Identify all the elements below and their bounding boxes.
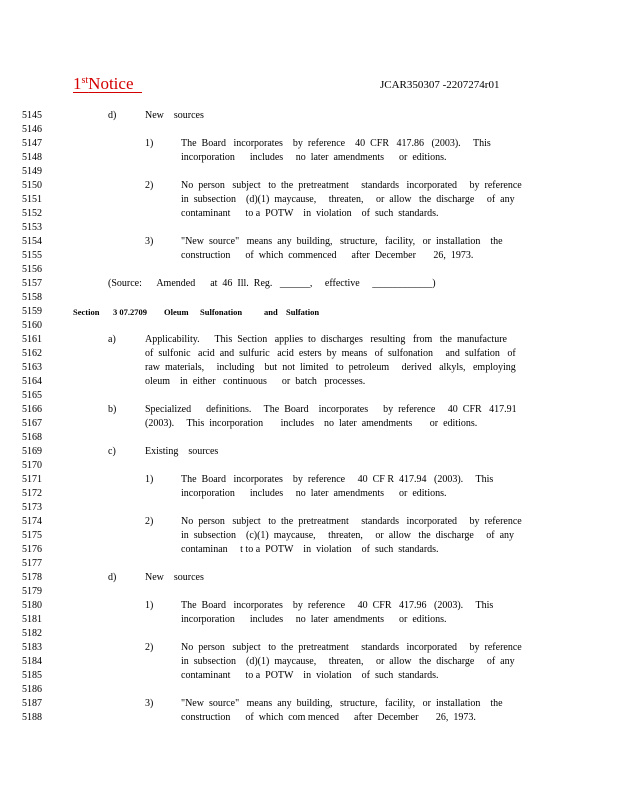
document-line [0,697,618,711]
line-number: 5186 [22,684,42,695]
line-text: a) [108,334,116,345]
line-text: in subsection (d)(1) maycause, threaten, or allow the discharge of any [181,656,515,667]
line-text: 3) [145,698,154,709]
line-number: 5169 [22,446,42,457]
document-line [0,305,618,319]
line-text: b) [108,404,117,415]
document-line [0,515,618,529]
line-text: 1) [145,474,154,485]
document-line [0,529,618,543]
line-text: No person subject to the pretreatment standards incorporated by reference [181,180,522,191]
document-line [0,711,618,725]
line-number: 5185 [22,670,42,681]
document-line [0,347,618,361]
line-number: 5167 [22,418,42,429]
line-number: 5188 [22,712,42,723]
document-line [0,389,618,403]
line-number: 5174 [22,516,42,527]
document-line [0,487,618,501]
document-line [0,445,618,459]
line-text: c) [108,446,116,457]
line-number: 5145 [22,110,42,121]
line-number: 5154 [22,236,42,247]
line-text: construction of which com menced after December 26, 1973. [181,712,476,723]
document-line [0,319,618,333]
document-line [0,557,618,571]
line-number: 5150 [22,180,42,191]
line-text: 3) [145,236,154,247]
document-line [0,403,618,417]
line-text: "New source" means any building, structure, facility, or installation the [181,236,503,247]
document-line [0,599,618,613]
line-text: in subsection (d)(1) maycause, threaten, or allow the discharge of any [181,194,515,205]
line-number: 5183 [22,642,42,653]
line-number: 5179 [22,586,42,597]
line-text: of sulfonic acid and sulfuric acid esters by means of sulfonation and sulfation of [145,348,516,359]
notice-ordinal-suffix: st [81,75,89,86]
line-number: 5157 [22,278,42,289]
line-number: 5165 [22,390,42,401]
document-id: JCAR350307 -2207274r01 [380,79,500,91]
line-text: "New source" means any building, structure, facility, or installation the [181,698,503,709]
line-text: 2) [145,180,154,191]
line-text: The Board incorporates by reference 40 CFR 417.96 (2003). This [181,600,494,611]
document-line [0,235,618,249]
document-line [0,375,618,389]
line-text: contaminant to a POTW in violation of such standards. [181,208,439,219]
line-number: 5175 [22,530,42,541]
document-line [0,333,618,347]
document-line [0,277,618,291]
document-line [0,249,618,263]
document-line [0,669,618,683]
line-text: Applicability. This Section applies to discharges resulting from the manufacture [145,334,507,345]
line-text: d) [108,110,117,121]
document-line [0,613,618,627]
line-number: 5148 [22,152,42,163]
document-line [0,473,618,487]
section-heading-text: Sulfonation [200,307,243,317]
line-text: incorporation includes no later amendments or editions. [181,614,447,625]
document-line [0,291,618,305]
section-heading-text: Section [73,307,100,317]
line-number: 5180 [22,600,42,611]
line-number: 5163 [22,362,42,373]
line-number: 5153 [22,222,42,233]
line-text: contaminan t to a POTW in violation of such standards. [181,544,439,555]
document-line [0,683,618,697]
section-heading-text: and [264,307,278,317]
line-text: incorporation includes no later amendments or editions. [181,152,447,163]
document-line [0,417,618,431]
line-text: No person subject to the pretreatment standards incorporated by reference [181,642,522,653]
document-line [0,543,618,557]
notice-number: 1 [73,74,82,93]
document-line [0,655,618,669]
line-text: The Board incorporates by reference 40 CF R 417.94 (2003). This [181,474,494,485]
line-number: 5177 [22,558,42,569]
line-number: 5146 [22,124,42,135]
document-line [0,459,618,473]
section-heading-text: Oleum [164,307,189,317]
document-line [0,137,618,151]
line-number: 5168 [22,432,42,443]
line-text: The Board incorporates by reference 40 CFR 417.86 (2003). This [181,138,491,149]
document-line [0,585,618,599]
line-number: 5160 [22,320,42,331]
line-number: 5152 [22,208,42,219]
line-text: 2) [145,516,154,527]
line-text: incorporation includes no later amendments or editions. [181,488,447,499]
line-text: 1) [145,138,154,149]
section-heading-text: 3 07.2709 [113,307,147,317]
notice-header [73,74,142,94]
document-line [0,571,618,585]
line-text: d) [108,572,117,583]
line-number: 5187 [22,698,42,709]
line-number: 5178 [22,572,42,583]
document-line [0,123,618,137]
line-number: 5181 [22,614,42,625]
document-line [0,641,618,655]
line-text: Existing sources [145,446,219,457]
line-number: 5173 [22,502,42,513]
line-text: in subsection (c)(1) maycause, threaten, or allow the discharge of any [181,530,515,541]
line-number: 5159 [22,306,42,317]
line-text: New sources [145,572,204,583]
document-line [0,361,618,375]
line-number: 5158 [22,292,42,303]
line-number: 5149 [22,166,42,177]
line-text: construction of which commenced after December 26, 1973. [181,250,474,261]
line-text: oleum in either continuous or batch processes. [145,376,366,387]
document-line [0,431,618,445]
document-line [0,501,618,515]
document-line [0,179,618,193]
line-number: 5151 [22,194,42,205]
line-number: 5171 [22,474,42,485]
line-text: No person subject to the pretreatment standards incorporated by reference [181,516,522,527]
line-number: 5155 [22,250,42,261]
document-line [0,193,618,207]
document-line [0,109,618,123]
line-number: 5166 [22,404,42,415]
line-number: 5161 [22,334,42,345]
line-text: raw materials, including but not limited to petroleum derived alkyls, employing [145,362,516,373]
line-text: (Source: Amended at 46 Ill. Reg. ______, effective ____________) [108,278,436,289]
line-number: 5162 [22,348,42,359]
document-line [0,221,618,235]
line-number: 5182 [22,628,42,639]
line-text: contaminant to a POTW in violation of such standards. [181,670,439,681]
notice-word: Notice [88,74,134,93]
line-number: 5170 [22,460,42,471]
line-text: New sources [145,110,204,121]
document-line [0,263,618,277]
line-number: 5147 [22,138,42,149]
document-line [0,627,618,641]
document-line [0,151,618,165]
line-text: Specialized definitions. The Board incorporates by reference 40 CFR 417.91 [145,404,517,415]
line-text: 1) [145,600,154,611]
line-number: 5176 [22,544,42,555]
line-number: 5172 [22,488,42,499]
line-number: 5184 [22,656,42,667]
line-text: (2003). This incorporation includes no later amendments or editions. [145,418,478,429]
line-number: 5164 [22,376,42,387]
line-number: 5156 [22,264,42,275]
line-text: 2) [145,642,154,653]
section-heading-text: Sulfation [286,307,320,317]
document-line [0,207,618,221]
document-line [0,165,618,179]
